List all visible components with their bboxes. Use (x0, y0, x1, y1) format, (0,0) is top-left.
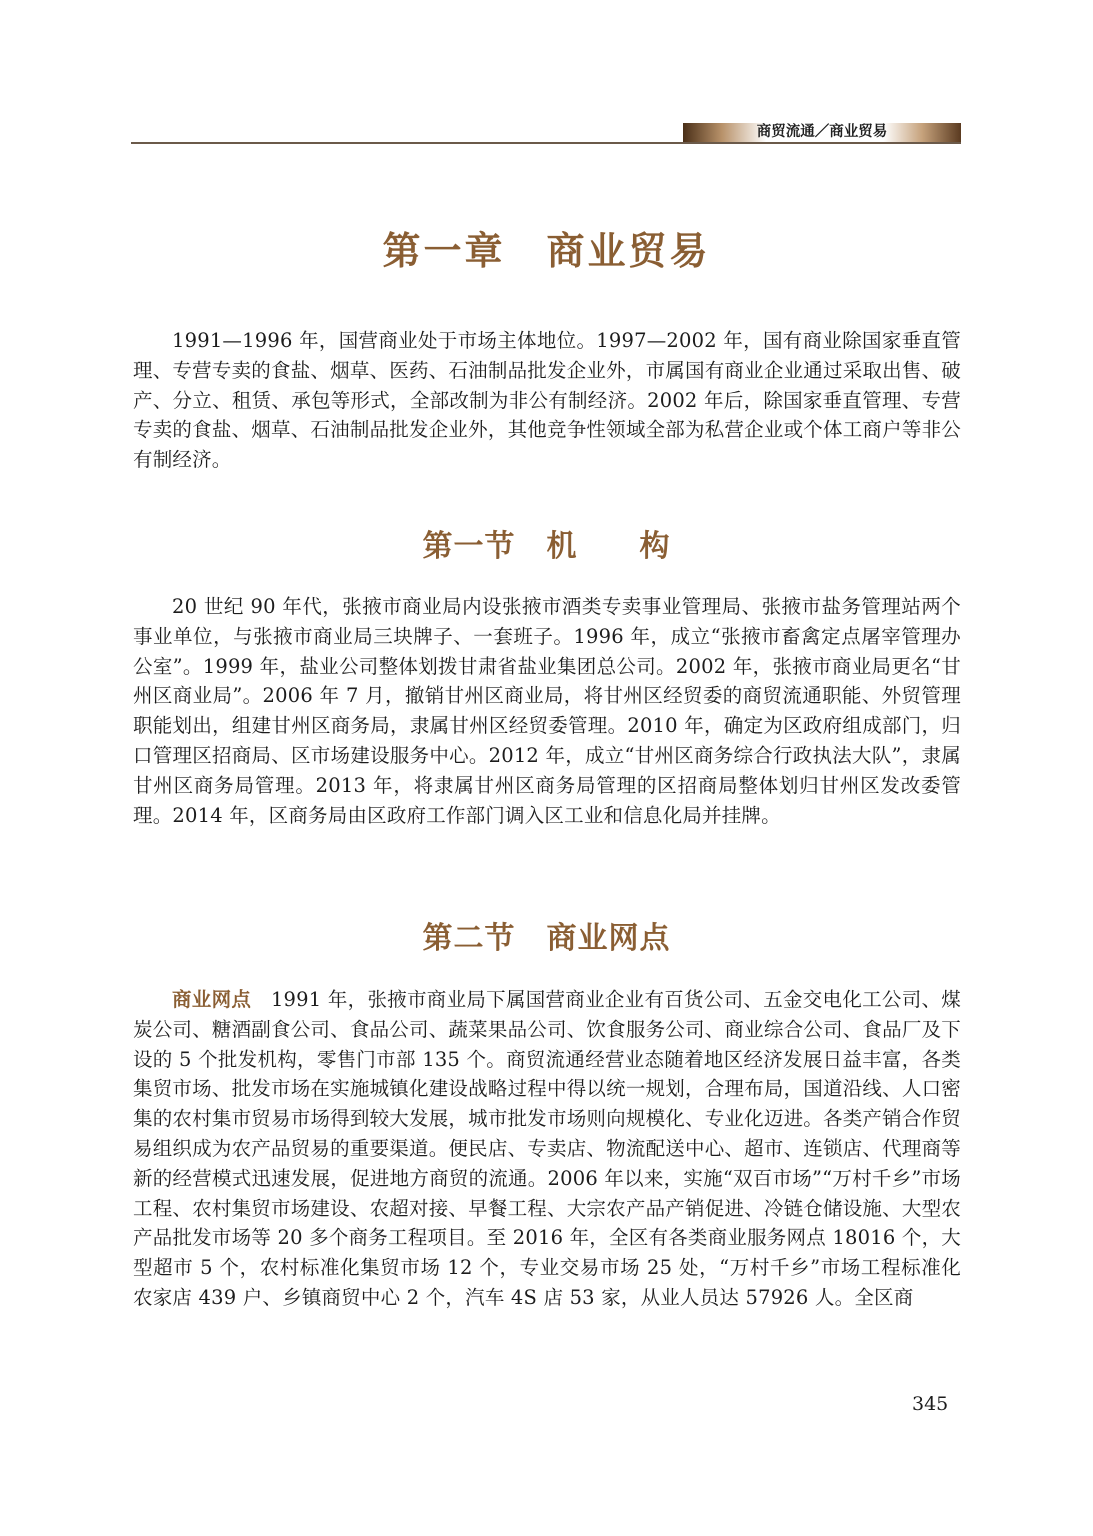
page-number: 345 (912, 1393, 949, 1415)
chapter-intro-paragraph: 1991—1996 年，国营商业处于市场主体地位。1997—2002 年，国有商业除国家垂直管理、专营专卖的食盐、烟草、医药、石油制品批发企业外，市属国有商业企业通过采取出售、破产、分立、租赁、承包等形式，全部改制为非公有制经济。2002 年后，除国家垂直管理、专营专卖的食盐、烟草、石油制品批发企业外，其他竞争性领域全部为私营企业或个体工商户等非公有制经济。 (133, 329, 961, 472)
outlets-paragraph-text: 1991 年，张掖市商业局下属国营商业企业有百货公司、五金交电化工公司、煤炭公司、糖酒副食公司、食品公司、蔬菜果品公司、饮食服务公司、商业综合公司、食品厂及下设的 5 个批发机构，零售门市部 135 个。商贸流通经营业态随着地区经济发展日益丰富，各类集贸市场、批发市场在实施城镇化建设战略过程中得以统一规划，合理布局，国道沿线、人口密集的农村集市贸易市场得到较大发展，城市批发市场则向规模化、专业化迈进。各类产销合作贸易组织成为农产品贸易的重要渠道。便民店、专卖店、物流配送中心、超市、连锁店、代理商等新的经营模式迅速发展，促进地方商贸的流通。2006 年以来，实施“双百市场”“万村千乡”市场工程、农村集贸市场建设、农超对接、早餐工程、大宗农产品产销促进、冷链仓储设施、大型农产品批发市场等 20 多个商务工程项目。至 2016 年，全区有各类商业服务网点 18016 个，大型超市 5 个，农村标准化集贸市场 12 个，专业交易市场 25 处，“万村千乡”市场工程标准化农家店 439 户、乡镇商贸中心 2 个，汽车 4S 店 53 家，从业人员达 57926 人。全区商 (133, 988, 961, 1309)
section-organization-paragraph: 20 世纪 90 年代，张掖市商业局内设张掖市酒类专卖事业管理局、张掖市盐务管理站两个事业单位，与张掖市商业局三块牌子、一套班子。1996 年，成立“张掖市畜禽定点屠宰管理办公室”。1999 年，盐业公司整体划拨甘肃省盐业集团总公司。2002 年，张掖市商业局更名“甘州区商业局”。2006 年 7 月，撤销甘州区商业局，将甘州区经贸委的商贸流通职能、外贸管理职能划出，组建甘州区商务局，隶属甘州区经贸委管理。2010 年，确定为区政府组成部门，归口管理区招商局、区市场建设服务中心。2012 年，成立“甘州区商务综合行政执法大队”，隶属甘州区商务局管理。2013 年，将隶属甘州区商务局管理的区招商局整体划归甘州区发改委管理。2014 年，区商务局由区政府工作部门调入区工业和信息化局并挂牌。 (133, 595, 961, 827)
section-outlets-paragraph (133, 985, 961, 1313)
running-title: 商贸流通／商业贸易 (756, 124, 888, 140)
section-title-commercial-outlets: 第二节 商业网点 (422, 921, 671, 956)
paragraph-lead-term: 商业网点 (172, 988, 252, 1011)
section-title-organization: 第一节 机 构 (422, 529, 671, 564)
chapter-title: 第一章 商业贸易 (382, 229, 711, 273)
header-rule (131, 142, 961, 144)
